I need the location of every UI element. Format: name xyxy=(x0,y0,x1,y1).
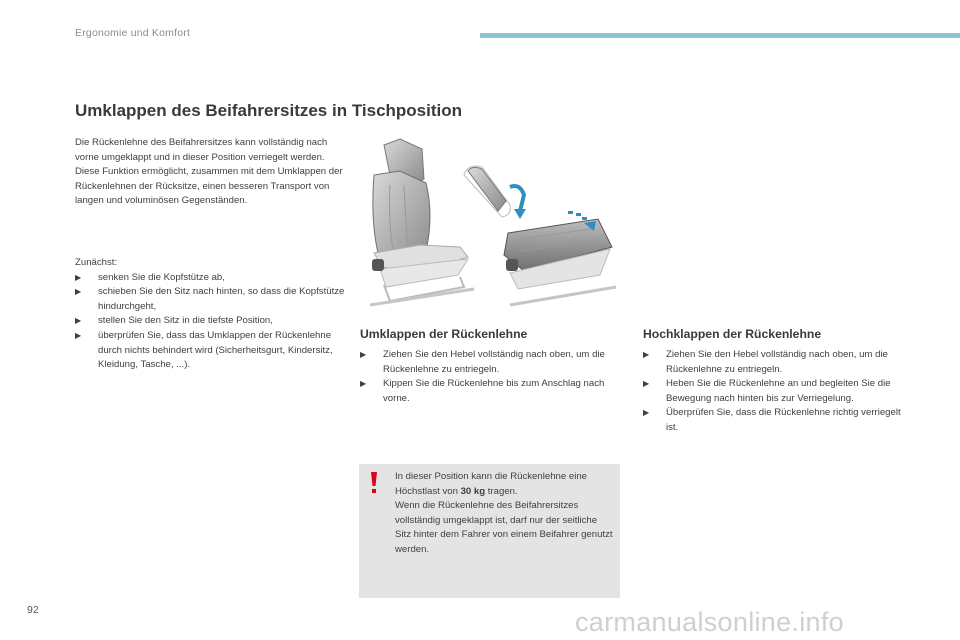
bullet-arrow-icon: ▶ xyxy=(360,350,367,359)
page-number: 92 xyxy=(27,604,39,616)
folded-seat-drawing xyxy=(464,166,616,305)
list-item: ▶ Kippen Sie die Rückenlehne bis zum Anschlag nach vorne. xyxy=(360,378,605,404)
list-item: ▶ Heben Sie die Rückenlehne an und begleiten Sie die Bewegung nach hinten bis zur Verriegelung. xyxy=(643,378,891,404)
list-item: ▶ überprüfen Sie, dass das Umklappen der Rückenlehne durch nichts behindert wird (Sicherheitsgurt, Kindersitz, Kleidung, Tasche, ...). xyxy=(75,329,333,371)
bullet-arrow-icon: ▶ xyxy=(75,330,82,340)
bullet-arrow-icon: ▶ xyxy=(643,408,650,418)
fold-heading: Umklappen der Rückenlehne xyxy=(360,327,528,341)
bullet-arrow-icon: ▶ xyxy=(75,316,82,326)
fold-steps xyxy=(360,348,620,406)
upright-seat-drawing xyxy=(370,139,474,305)
header-accent-bar xyxy=(480,33,960,38)
list-item: ▶ senken Sie die Kopfstütze ab, xyxy=(75,271,350,286)
unfold-steps xyxy=(643,348,908,436)
bullet-arrow-icon: ▶ xyxy=(75,272,82,282)
bullet-arrow-icon: ▶ xyxy=(360,379,367,389)
bullet-arrow-icon: ▶ xyxy=(643,350,650,359)
intro-paragraph-1: Die Rückenlehne des Beifahrersitzes kann vollständig nach vorne umgeklappt und in dieser Position verriegelt werden. xyxy=(75,137,328,163)
list-item: ▶ Ziehen Sie den Hebel vollständig nach oben, um die Rückenlehne zu entriegeln. xyxy=(643,349,888,375)
warning-line-1: In dieser Position kann die Rückenlehne eine Höchstlast von 30 kg tragen. xyxy=(395,471,588,497)
page-title: Umklappen des Beifahrersitzes in Tischposition xyxy=(75,101,463,120)
list-item: ▶ schieben Sie den Sitz nach hinten, so dass die Kopfstütze hindurchgeht, xyxy=(75,286,345,312)
prerequisites-label: Zunächst: xyxy=(75,257,118,268)
prerequisites xyxy=(75,256,350,373)
intro-text xyxy=(75,136,350,209)
unfold-heading: Hochklappen der Rückenlehne xyxy=(643,327,822,341)
warning-exclamation-icon xyxy=(365,471,383,495)
list-item: ▶ Ziehen Sie den Hebel vollständig nach oben, um die Rückenlehne zu entriegeln. xyxy=(360,349,605,375)
warning-line-2: Wenn die Rückenlehne des Beifahrersitzes vollständig umgeklappt ist, darf nur der seitliche Sitz hinter dem Fahrer von einem Beifahrer genutzt werden. xyxy=(395,500,613,555)
bullet-arrow-icon: ▶ xyxy=(643,379,650,389)
section-label: Ergonomie und Komfort xyxy=(75,27,191,39)
list-item: ▶ stellen Sie den Sitz in die tiefste Position, xyxy=(75,314,350,329)
seat-folding-illustration xyxy=(360,135,622,315)
warning-text xyxy=(395,470,613,558)
list-item: ▶ Überprüfen Sie, dass die Rückenlehne richtig verriegelt ist. xyxy=(643,407,901,433)
intro-paragraph-2: Diese Funktion ermöglicht, zusammen mit dem Umklappen der Rückenlehnen der Rücksitze, einen besseren Transport von langen und voluminösen Gegenständen. xyxy=(75,166,343,207)
bullet-arrow-icon: ▶ xyxy=(75,287,82,297)
watermark: carmanualsonline.info xyxy=(575,607,844,637)
